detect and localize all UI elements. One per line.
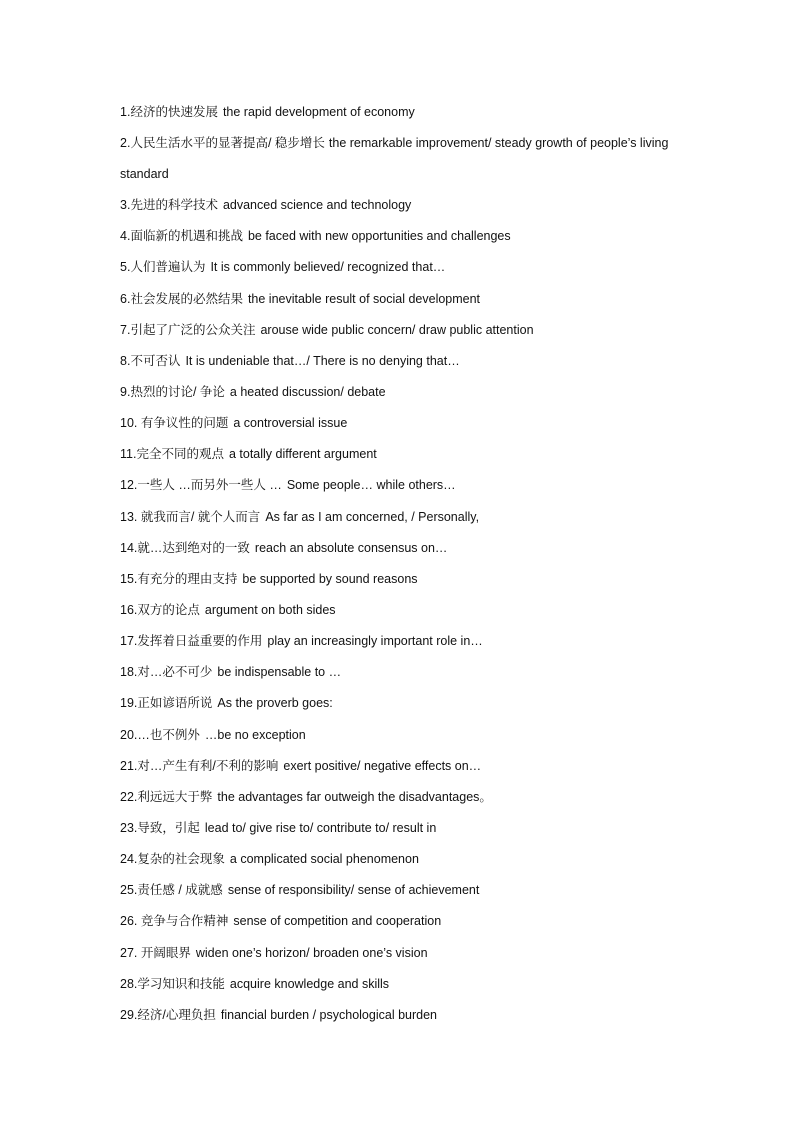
phrase-chinese: 人民生活水平的显著提高/ 稳步增长 [130,136,325,151]
phrase-english: exert positive/ negative effects on… [283,758,482,773]
phrase-english: the inevitable result of social development [247,291,481,306]
phrase-number: 21. [120,758,138,773]
phrase-english: widen one’s horizon/ broaden one’s vision [195,945,428,960]
phrase-chinese: 经济的快速发展 [130,105,218,119]
phrase-english: Some people… while others… [286,478,456,493]
phrase-number: 1. [120,105,131,119]
phrase-chinese: 对…必不可少 [137,665,213,680]
phrase-number: 7. [120,322,131,337]
phrase-chinese: 就…达到绝对的一致 [137,540,250,555]
phrase-english: the rapid development of economy [222,105,415,119]
phrase-english: the remarkable improvement/ steady growth of people’s living standard [120,136,669,182]
phrase-number: 15. [120,571,138,586]
phrase-item [120,569,690,600]
phrase-item [120,538,690,569]
phrase-item [120,133,680,195]
phrase-chinese: 热烈的讨论/ 争论 [130,384,225,399]
phrase-item [120,351,690,382]
phrase-chinese: 社会发展的必然结果 [130,291,243,306]
phrase-item [120,880,690,911]
phrase-chinese: 竞争与合作精神 [137,914,229,929]
phrase-english: It is undeniable that…/ There is no denying that… [185,353,460,368]
phrase-chinese: 面临新的机遇和挑战 [130,229,243,244]
phrase-english: a controversial issue [233,416,348,431]
phrase-item [120,226,690,257]
phrase-chinese: 正如谚语所说 [137,696,213,711]
phrase-number: 18. [120,665,138,680]
phrase-number: 26. [120,914,138,929]
phrase-chinese: 经济/心理负担 [137,1007,216,1022]
phrase-item [120,600,690,631]
phrase-english: sense of competition and cooperation [233,914,442,929]
phrase-item [120,787,690,818]
phrase-chinese: 有充分的理由支持 [137,571,238,586]
phrase-english: acquire knowledge and skills [229,976,390,991]
phrase-item [120,911,690,942]
phrase-item [120,725,690,756]
phrase-number: 25. [120,883,138,898]
phrase-number: 27. [120,945,138,960]
phrase-number: 13. [120,509,138,524]
phrase-number: 2. [120,136,131,151]
phrase-number: 8. [120,353,131,368]
phrase-item [120,475,690,506]
phrase-english: be faced with new opportunities and challenges [247,229,511,244]
phrase-english: a heated discussion/ debate [229,384,386,399]
phrase-english: As the proverb goes: [217,696,333,711]
phrase-item [120,195,690,226]
phrase-number: 12. [120,478,138,493]
phrase-chinese: 学习知识和技能 [137,976,225,991]
phrase-english: play an increasingly important role in… [267,634,483,649]
phrase-english: advanced science and technology [222,198,412,213]
phrase-number: 19. [120,696,138,711]
phrase-item [120,507,690,538]
phrase-chinese: 一些人 …而另外一些人 … [137,478,282,493]
phrase-english: …be no exception [204,727,306,742]
phrase-number: 29. [120,1007,138,1022]
phrase-chinese: 引起了广泛的公众关注 [130,322,256,337]
phrase-item [120,943,690,974]
phrase-number: 4. [120,229,131,244]
phrase-item [120,849,690,880]
phrase-number: 10. [120,416,138,431]
phrase-chinese: 责任感 / 成就感 [137,883,223,898]
phrase-number: 17. [120,634,138,649]
phrase-english: As far as I am concerned, / Personally, [265,509,480,524]
phrase-english: be supported by sound reasons [242,571,418,586]
phrase-english: financial burden / psychological burden [220,1007,437,1022]
phrase-number: 20. [120,727,138,742]
phrase-english: the advantages far outweigh the disadvantages。 [217,789,492,804]
phrase-item [120,818,690,849]
phrase-item [120,102,690,133]
phrase-english: sense of responsibility/ sense of achievement [227,883,480,898]
phrase-chinese: 有争议性的问题 [137,416,229,431]
phrase-number: 22. [120,789,138,804]
phrase-english: a totally different argument [228,447,377,462]
phrase-item [120,662,690,693]
phrase-chinese: 就我而言/ 就个人而言 [137,509,261,524]
phrase-item [120,413,690,444]
phrase-list [120,102,690,1036]
phrase-item [120,257,690,288]
phrase-item [120,756,690,787]
phrase-chinese: …也不例外 [137,727,200,742]
phrase-chinese: 利远远大于弊 [137,789,213,804]
phrase-number: 14. [120,540,138,555]
phrase-english: It is commonly believed/ recognized that… [210,260,446,275]
phrase-item [120,320,690,351]
phrase-chinese: 导致，引起 [137,820,200,835]
phrase-number: 16. [120,602,138,617]
phrase-number: 11. [120,447,137,462]
phrase-number: 28. [120,976,138,991]
phrase-chinese: 完全不同的观点 [136,447,224,462]
phrase-english: reach an absolute consensus on… [254,540,448,555]
phrase-chinese: 双方的论点 [137,602,200,617]
phrase-number: 3. [120,198,131,213]
phrase-chinese: 开阔眼界 [137,945,191,960]
phrase-number: 5. [120,260,131,275]
phrase-english: be indispensable to … [217,665,342,680]
phrase-item [120,1005,690,1036]
phrase-chinese: 先进的科学技术 [130,198,218,213]
phrase-item [120,974,690,1005]
phrase-number: 23. [120,820,138,835]
phrase-english: arouse wide public concern/ draw public attention [260,322,534,337]
phrase-chinese: 发挥着日益重要的作用 [137,634,263,649]
phrase-chinese: 对…产生有利/不利的影响 [137,758,279,773]
phrase-chinese: 不可否认 [130,353,181,368]
phrase-item [120,289,690,320]
phrase-item [120,382,690,413]
phrase-item [120,444,690,475]
phrase-english: a complicated social phenomenon [229,852,419,867]
phrase-chinese: 复杂的社会现象 [137,852,225,867]
phrase-number: 9. [120,384,131,399]
phrase-number: 6. [120,291,131,306]
phrase-number: 24. [120,852,138,867]
phrase-item [120,693,690,724]
phrase-english: argument on both sides [204,602,336,617]
phrase-english: lead to/ give rise to/ contribute to/ result in [204,820,437,835]
phrase-item [120,631,690,662]
phrase-chinese: 人们普遍认为 [130,260,206,275]
